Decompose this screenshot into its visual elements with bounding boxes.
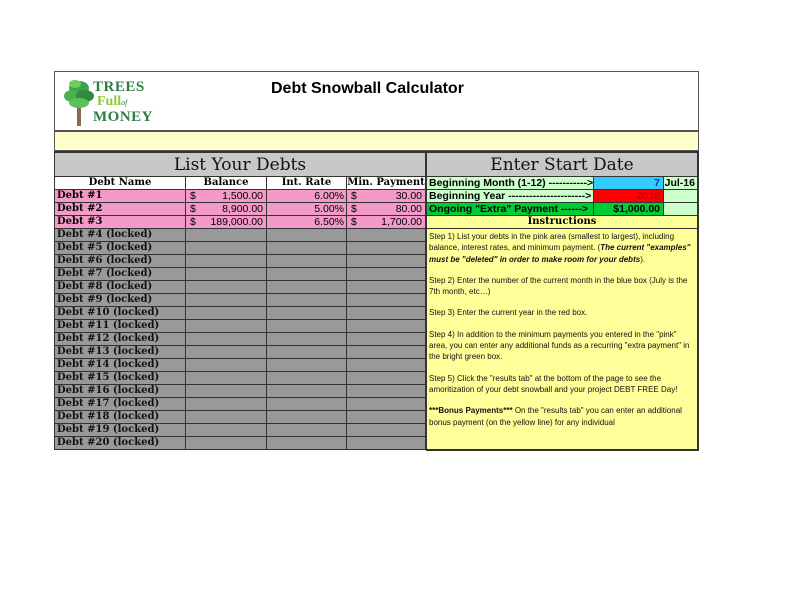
- locked-debt-name: Debt #10 (locked): [54, 307, 186, 319]
- col-header-int-rate: Int. Rate: [267, 177, 347, 189]
- debts-header-row: [54, 177, 426, 190]
- locked-cell: [267, 320, 347, 332]
- locked-cell: [347, 346, 426, 358]
- instruction-step-2: Step 2) Enter the number of the current month in the blue box (July is the 7th month, etc…): [429, 275, 688, 297]
- locked-debt-name: Debt #4 (locked): [54, 229, 186, 241]
- locked-cell: [186, 398, 267, 410]
- locked-cell: [267, 281, 347, 293]
- instructions-title: Instructions: [426, 216, 699, 229]
- rate-cell[interactable]: 5.00%: [267, 203, 347, 215]
- locked-debt-name: Debt #8 (locked): [54, 281, 186, 293]
- locked-debt-name: Debt #18 (locked): [54, 411, 186, 423]
- year-input[interactable]: 2016: [594, 190, 664, 202]
- locked-cell: [267, 294, 347, 306]
- logo-line-of: of: [121, 98, 128, 107]
- locked-cell: [347, 424, 426, 436]
- extra-payment-label: Ongoing "Extra" Payment ------>: [426, 203, 594, 215]
- currency-symbol: $: [190, 203, 196, 215]
- locked-cell: [267, 411, 347, 423]
- locked-cell: [267, 229, 347, 241]
- locked-cell: [186, 359, 267, 371]
- locked-debt-name: Debt #17 (locked): [54, 398, 186, 410]
- locked-cell: [267, 437, 347, 449]
- locked-debt-name: Debt #16 (locked): [54, 385, 186, 397]
- debts-section: [54, 151, 426, 451]
- payment-value: 80.00: [395, 203, 422, 215]
- locked-cell: [186, 424, 267, 436]
- locked-cell: [267, 385, 347, 397]
- locked-cell: [267, 359, 347, 371]
- locked-cell: [347, 242, 426, 254]
- month-label: Beginning Month (1-12) ----------->: [426, 177, 594, 189]
- locked-debt-name: Debt #20 (locked): [54, 437, 186, 449]
- locked-cell: [186, 333, 267, 345]
- instructions-body: [426, 229, 699, 451]
- trees-full-of-money-logo: [63, 78, 163, 126]
- step1-end-text: ).: [640, 254, 646, 264]
- balance-cell[interactable]: [186, 203, 267, 215]
- locked-debt-name: Debt #5 (locked): [54, 242, 186, 254]
- balance-value: 8,900.00: [222, 203, 263, 215]
- extra-payment-row: [426, 203, 699, 216]
- locked-cell: [347, 229, 426, 241]
- locked-cell: [347, 372, 426, 384]
- debts-section-title: List Your Debts: [54, 151, 426, 177]
- locked-debt-name: Debt #7 (locked): [54, 268, 186, 280]
- bonus-text: On the "results tab" you can enter an additional bonus payment (on the yellow line) for any individual: [429, 406, 682, 427]
- locked-cell: [347, 307, 426, 319]
- balance-value: 189,000.00: [210, 216, 263, 228]
- year-empty-cell: [664, 190, 699, 202]
- locked-debt-name: Debt #6 (locked): [54, 255, 186, 267]
- instruction-bonus: [429, 405, 695, 428]
- locked-cell: [186, 268, 267, 280]
- payment-value: 30.00: [395, 190, 422, 202]
- locked-debt-row: [54, 320, 426, 333]
- payment-cell[interactable]: [347, 216, 426, 228]
- locked-debt-row: [54, 411, 426, 424]
- locked-debt-name: Debt #9 (locked): [54, 294, 186, 306]
- logo-line-money: MONEY: [93, 109, 153, 125]
- locked-cell: [186, 385, 267, 397]
- spreadsheet: [54, 71, 699, 451]
- tree-icon: [63, 78, 95, 126]
- start-date-section-title: Enter Start Date: [426, 151, 699, 177]
- currency-symbol: $: [190, 216, 196, 228]
- currency-symbol: $: [351, 190, 357, 202]
- locked-cell: [347, 268, 426, 280]
- locked-cell: [186, 281, 267, 293]
- locked-debt-name: Debt #11 (locked): [54, 320, 186, 332]
- locked-debt-row: [54, 268, 426, 281]
- locked-cell: [186, 229, 267, 241]
- locked-debt-row: [54, 333, 426, 346]
- locked-cell: [347, 411, 426, 423]
- rate-cell[interactable]: 6.50%: [267, 216, 347, 228]
- yellow-band: [54, 132, 699, 151]
- logo-line-trees: TREES: [93, 79, 145, 95]
- locked-debt-row: [54, 255, 426, 268]
- year-row: [426, 190, 699, 203]
- instruction-step-4: Step 4) In addition to the minimum payments you entered in the "pink" area, you can enter any additional funds as a recurring "extra payment" in the bright green box.: [429, 329, 690, 362]
- locked-cell: [267, 424, 347, 436]
- page-title: Debt Snowball Calculator: [271, 80, 464, 97]
- locked-debt-row: [54, 385, 426, 398]
- locked-debt-name: Debt #13 (locked): [54, 346, 186, 358]
- locked-cell: [267, 255, 347, 267]
- payment-value: 1,700.00: [381, 216, 422, 228]
- locked-cell: [347, 320, 426, 332]
- locked-debt-name: Debt #14 (locked): [54, 359, 186, 371]
- locked-cell: [186, 320, 267, 332]
- debt-row: [54, 203, 426, 216]
- start-date-section: [426, 151, 699, 451]
- locked-cell: [186, 242, 267, 254]
- currency-symbol: $: [190, 190, 196, 202]
- debt-name-cell[interactable]: Debt #2: [54, 203, 186, 215]
- payment-cell[interactable]: [347, 190, 426, 202]
- currency-symbol: $: [351, 203, 357, 215]
- locked-cell: [347, 255, 426, 267]
- locked-debt-row: [54, 307, 426, 320]
- locked-cell: [347, 385, 426, 397]
- step1-italic-text: The current "examples" must be "deleted" in order to make room for your debts: [429, 243, 691, 264]
- bonus-bold-text: ***Bonus Payments***: [429, 406, 513, 416]
- locked-cell: [267, 372, 347, 384]
- locked-debt-row: [54, 229, 426, 242]
- balance-cell[interactable]: [186, 190, 267, 202]
- locked-cell: [267, 398, 347, 410]
- locked-debt-row: [54, 398, 426, 411]
- locked-cell: [267, 346, 347, 358]
- locked-cell: [186, 437, 267, 449]
- locked-cell: [186, 372, 267, 384]
- locked-debt-row: [54, 424, 426, 437]
- balance-value: 1,500.00: [222, 190, 263, 202]
- locked-cell: [186, 411, 267, 423]
- currency-symbol: $: [351, 216, 357, 228]
- payment-cell[interactable]: [347, 203, 426, 215]
- col-header-balance: Balance: [186, 177, 267, 189]
- debt-row: [54, 216, 426, 229]
- locked-debt-row: [54, 281, 426, 294]
- locked-cell: [186, 294, 267, 306]
- rate-cell[interactable]: 6.00%: [267, 190, 347, 202]
- locked-debt-row: [54, 242, 426, 255]
- locked-debt-row: [54, 359, 426, 372]
- locked-cell: [347, 437, 426, 449]
- extra-payment-input[interactable]: $1,000.00: [594, 203, 664, 215]
- locked-cell: [347, 359, 426, 371]
- month-row: [426, 177, 699, 190]
- step1-text: Step 1) List your debts in the pink area (smallest to largest), including balance, interest rates, and minimum payment. (: [429, 232, 675, 253]
- locked-debt-row: [54, 294, 426, 307]
- debt-row: [54, 190, 426, 203]
- locked-debt-row: [54, 372, 426, 385]
- locked-cell: [347, 294, 426, 306]
- instruction-step-3: Step 3) Enter the current year in the red box.: [429, 308, 588, 318]
- balance-cell[interactable]: [186, 216, 267, 228]
- debt-name-cell[interactable]: Debt #3: [54, 216, 186, 228]
- locked-cell: [347, 281, 426, 293]
- locked-debt-name: Debt #12 (locked): [54, 333, 186, 345]
- year-label: Beginning Year ---------------------->: [426, 190, 594, 202]
- logo-text: [93, 80, 153, 124]
- locked-debt-row: [54, 346, 426, 359]
- locked-cell: [186, 346, 267, 358]
- locked-cell: [347, 333, 426, 345]
- month-input[interactable]: 7: [594, 177, 664, 189]
- col-header-debt-name: Debt Name: [54, 177, 186, 189]
- header-area: [54, 71, 699, 132]
- locked-cell: [267, 333, 347, 345]
- instruction-step-1: [429, 231, 695, 265]
- col-header-min-payment: Min. Payment: [347, 177, 425, 188]
- extra-empty-cell: [664, 203, 699, 215]
- locked-cell: [267, 307, 347, 319]
- logo-line-full: Full: [97, 94, 122, 109]
- locked-debt-row: [54, 437, 426, 450]
- locked-debt-name: Debt #15 (locked): [54, 372, 186, 384]
- locked-cell: [267, 242, 347, 254]
- locked-cell: [186, 307, 267, 319]
- month-display: Jul-16: [664, 177, 699, 189]
- debt-name-cell[interactable]: Debt #1: [54, 190, 186, 202]
- instruction-step-5: Step 5) Click the "results tab" at the bottom of the page to see the amoritization of your debt snowball and your project DEBT FREE Day!: [429, 373, 678, 394]
- locked-debt-name: Debt #19 (locked): [54, 424, 186, 436]
- locked-cell: [347, 398, 426, 410]
- locked-cell: [267, 268, 347, 280]
- locked-cell: [186, 255, 267, 267]
